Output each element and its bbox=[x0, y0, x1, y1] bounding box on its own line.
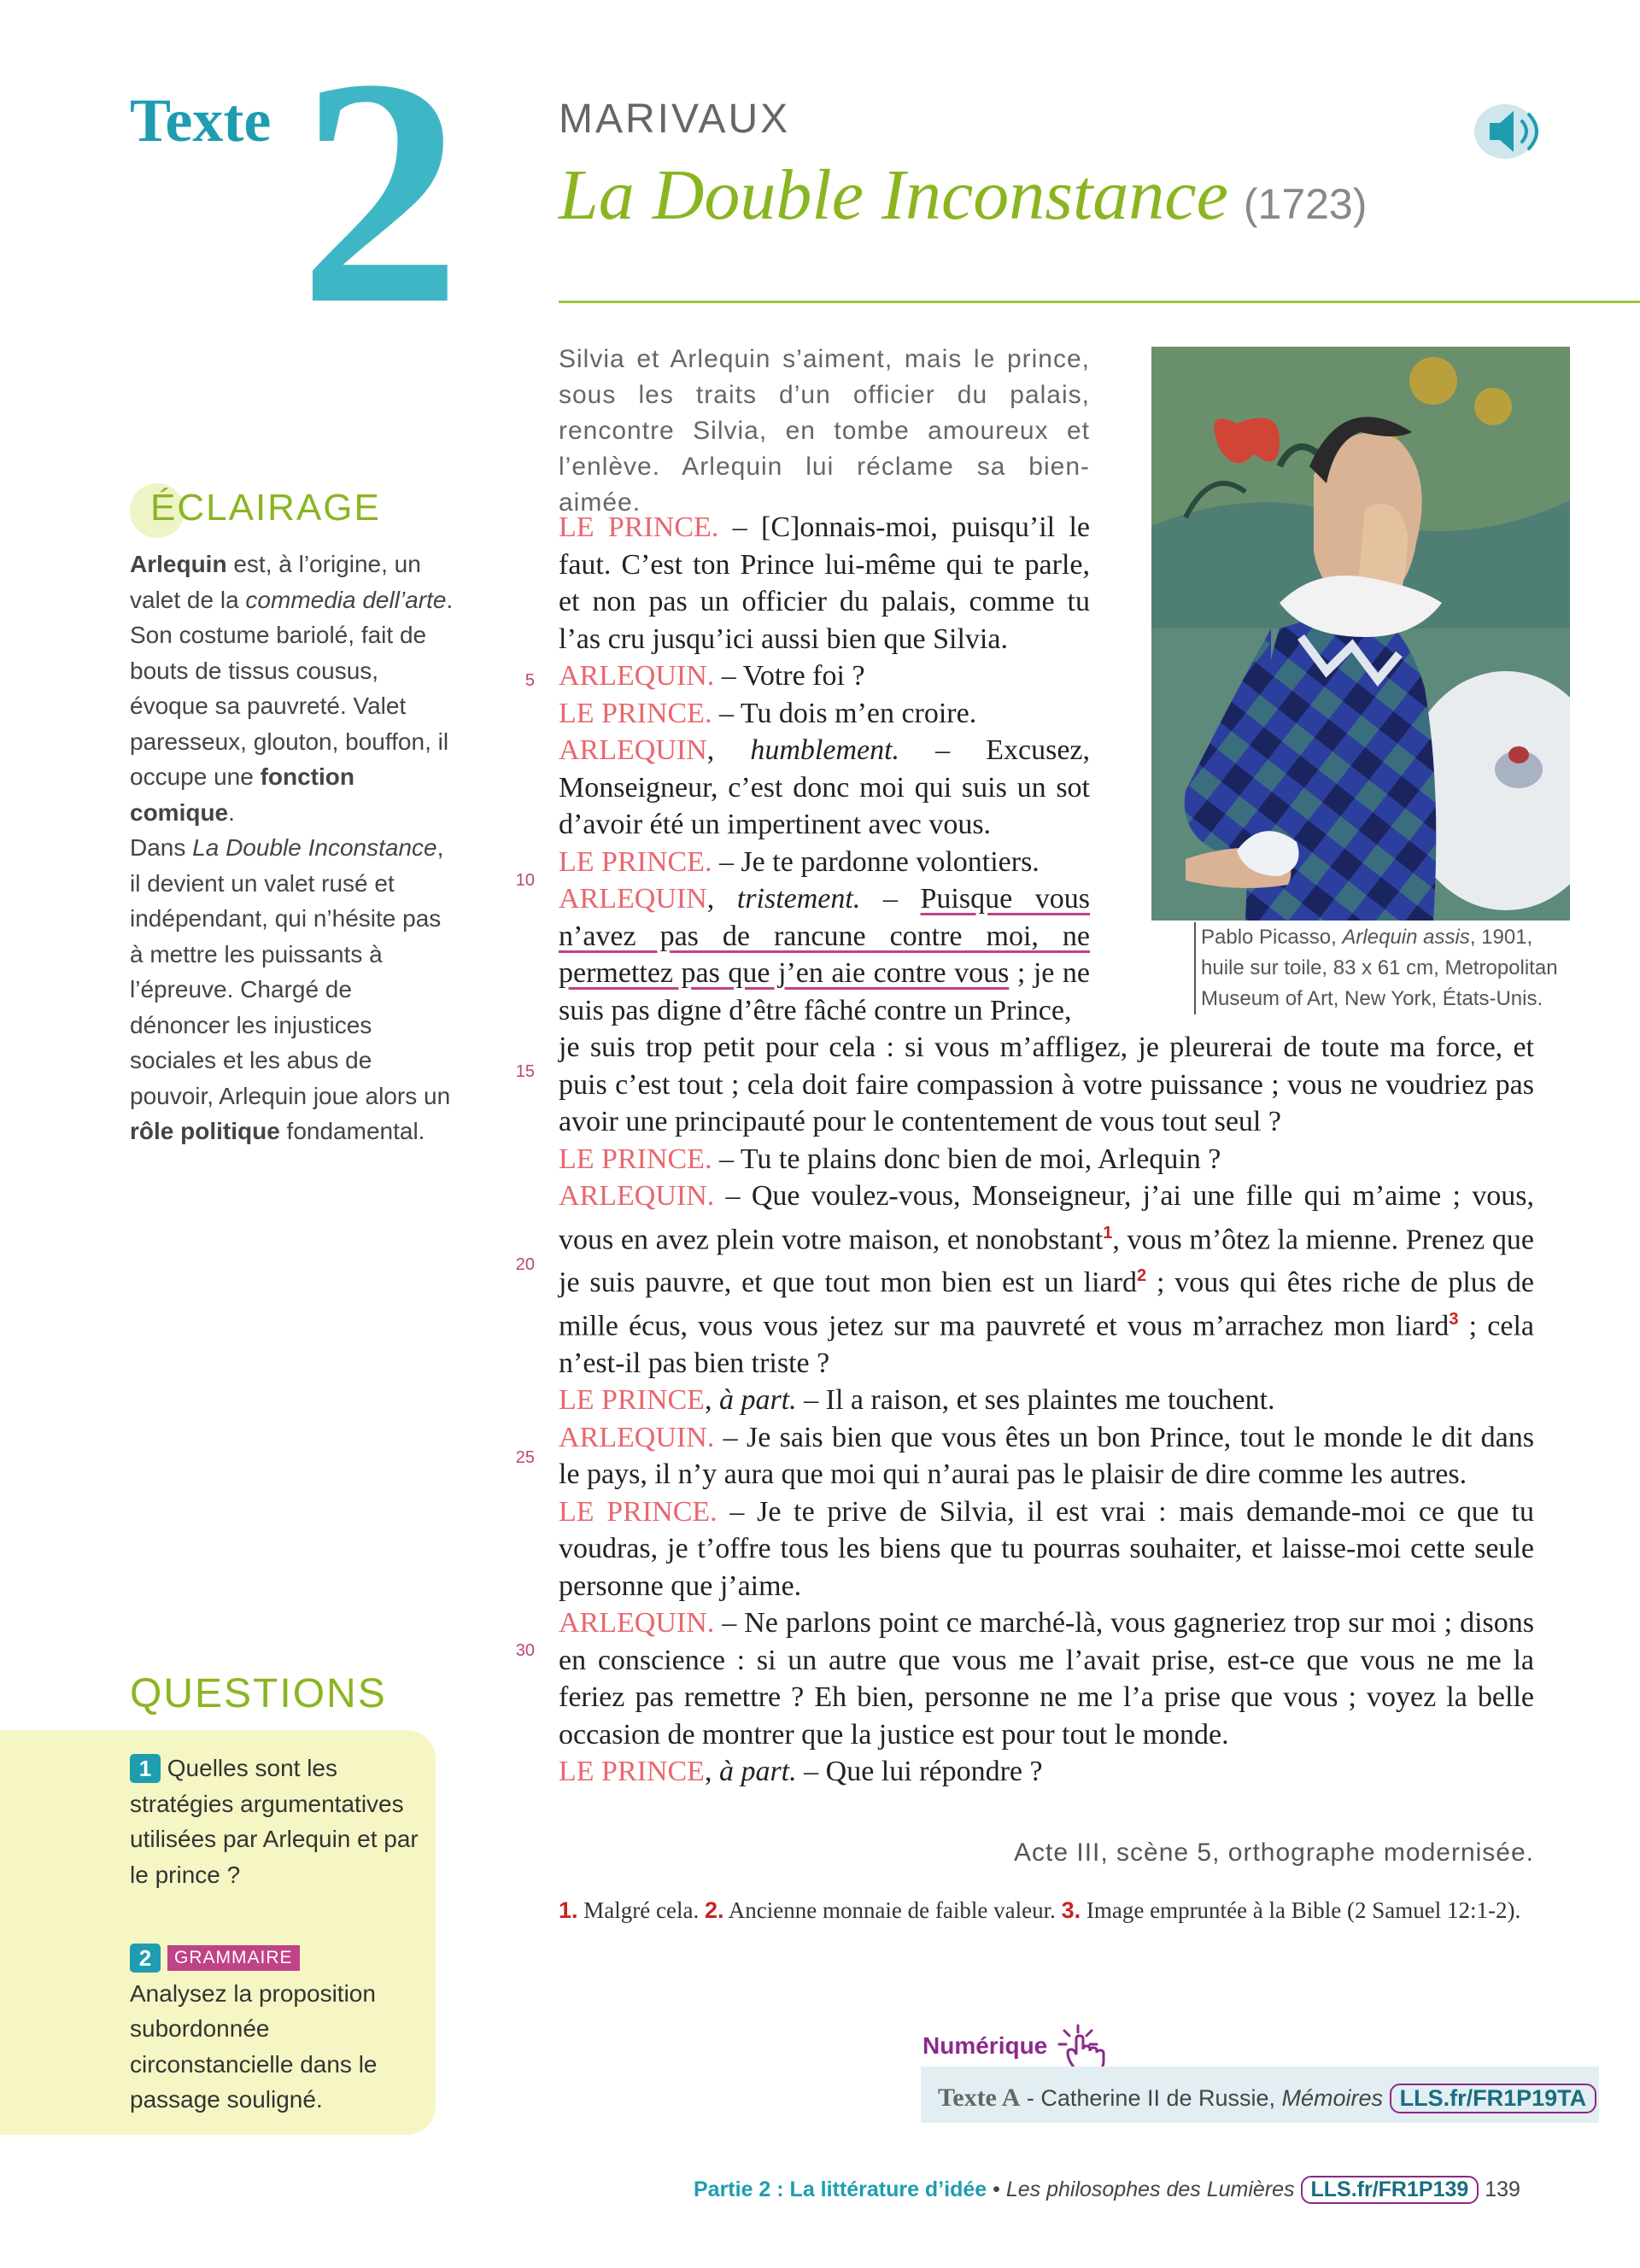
replica: ARLEQUIN. – Que voulez-vous, Monseigneur, j’ai une fille qui m’aime ; vous, vous en avez plein votre maison, et nonobstant$^1$, vous m’ôtez la mienne. Prenez que je suis pauvre, et que tout mon bien est un liard$^2$ ; vous qui êtes riche de plus de mille écus, vous vous jetez sur ma pauvreté et vous m’arrachez mon liard$^3$ ; cela n’est-il pas bien triste ? bbox=[559, 1180, 1535, 1379]
underlined-passage: Puisque vous n’avez pas de rancune contre moi, ne permettez pas que j’en aie contre vous bbox=[559, 883, 1091, 989]
work-title-line bbox=[559, 154, 1367, 237]
question-1-number: 1 bbox=[130, 1754, 161, 1783]
work-year: (1723) bbox=[1243, 180, 1368, 228]
eclairage-title: ÉCLAIRAGE bbox=[150, 487, 381, 529]
audio-speaker-icon[interactable] bbox=[1474, 101, 1556, 162]
line-number: 5 bbox=[524, 671, 535, 690]
replica: LE PRINCE. – [C]onnais-moi, puisqu’il le faut. C’est ton Prince lui-même qui te parle, et non pas un officier du palais, comme tu l’as cru jusqu’ici aussi bien que Silvia. bbox=[559, 511, 1090, 655]
text-number: 2 bbox=[299, 12, 461, 371]
footnotes: 1. Malgré cela. 2. Ancienne monnaie de faible valeur. 3. Image empruntée à la Bible (2 Samuel 12:1-2). bbox=[559, 1897, 1521, 1923]
author-name: MARIVAUX bbox=[559, 96, 791, 142]
grammaire-tag: GRAMMAIRE bbox=[167, 1945, 300, 1971]
numerique-link[interactable]: LLS.fr/FR1P19TA bbox=[1390, 2084, 1597, 2113]
footer-link[interactable]: LLS.fr/FR1P139 bbox=[1301, 2176, 1479, 2204]
replica: ARLEQUIN. – Votre foi ? bbox=[559, 660, 865, 692]
replica-continued: je suis trop petit pour cela : si vous m’affligez, je pleurerai de toute ma force, et puis c’est tout ; cela doit faire compassion à votre puissance ; vous ne voudriez pas avoir une principauté pour le contentement de vous tout seul ? bbox=[559, 1032, 1534, 1137]
work-title: La Double Inconstance bbox=[559, 155, 1228, 235]
replica: LE PRINCE. – Je te prive de Silvia, il est vrai : mais demande-moi ce que tu voudras, je t’offre tous les biens que tu pourras souhaiter, et laisse-moi cette seule personne que j’aime. bbox=[559, 1495, 1534, 1602]
question-2: 2 GRAMMAIRE Analysez la proposition subordonnée circonstancielle dans le passage souligné. bbox=[130, 1945, 378, 2113]
line-number: 20 bbox=[515, 1255, 535, 1274]
replica: LE PRINCE. – Tu dois m’en croire. bbox=[559, 697, 977, 729]
line-number: 25 bbox=[515, 1448, 535, 1467]
source-reference: Acte III, scène 5, orthographe modernisée. bbox=[1014, 1838, 1534, 1867]
page-number: 139 bbox=[1485, 2177, 1520, 2201]
replica: ARLEQUIN, humblement. – Excusez, Monseigneur, c’est donc moi qui suis un sot d’avoir été un impertinent avec vous. bbox=[559, 734, 1090, 840]
play-excerpt bbox=[559, 509, 1534, 1791]
question-2-number: 2 bbox=[130, 1944, 161, 1973]
eclairage-body bbox=[130, 547, 454, 1149]
replica: LE PRINCE, à part. – Il a raison, et ses plaintes me touchent. bbox=[559, 1384, 1275, 1417]
painting-caption: Pablo Picasso, Arlequin assis, 1901, huile sur toile, 83 x 61 cm, Metropolitan Museum of Art, New York, États-Unis. bbox=[1194, 922, 1577, 1014]
line-number: 10 bbox=[515, 871, 535, 890]
replica: ARLEQUIN, tristement. – Puisque vous n’avez pas de rancune contre moi, ne permettez pas que j’en aie contre vous ; je ne suis pas digne d’être fâché contre un Prince, bbox=[559, 883, 1091, 1026]
title-divider bbox=[559, 301, 1640, 303]
eclairage-paragraph-1: Arlequin est, à l’origine, un valet de la commedia dell’arte. Son costume bariolé, fait de bouts de tissus cousus, évoque sa pauvreté. Valet paresseux, glouton, bouffon, il occupe une fonction comique. bbox=[130, 551, 454, 826]
replica: LE PRINCE, à part. – Que lui répondre ? bbox=[559, 1756, 1043, 1788]
footnote-ref: 1 bbox=[1103, 1223, 1113, 1242]
footnote-ref: 3 bbox=[1449, 1310, 1459, 1330]
line-number: 15 bbox=[515, 1062, 535, 1081]
questions-title: QUESTIONS bbox=[130, 1671, 387, 1716]
question-1: 1 Quelles sont les stratégies argumentatives utilisées par Arlequin et par le prince ? bbox=[130, 1755, 419, 1888]
footnote-ref: 2 bbox=[1136, 1266, 1147, 1286]
eclairage-paragraph-2: Dans La Double Inconstance, il devient un valet rusé et indépendant, qui n’hésite pas à mettre les puissants à l’épreuve. Chargé de dénoncer les injustices sociales et les abus de pouvoir, Arlequin joue alors un rôle politique fondamental. bbox=[130, 834, 451, 1144]
replica: ARLEQUIN. – Ne parlons point ce marché-là, vous gagneriez trop sur moi ; disons en conscience : si un autre que vous me l’avait prise, est-ce que vous ne me la feriez pas remettre ? Eh bien, personne ne me l’a prise que vous ; voyez la belle occasion de montrer que la justice est pour tout le monde. bbox=[559, 1607, 1534, 1751]
page-footer: Partie 2 : La littérature d’idée • Les philosophes des Lumières LLS.fr/FR1P139 139 bbox=[694, 2176, 1520, 2204]
replica: LE PRINCE. – Tu te plains donc bien de moi, Arlequin ? bbox=[559, 1143, 1221, 1175]
text-label: Texte bbox=[130, 86, 272, 155]
intro-summary: Silvia et Arlequin s’aiment, mais le prince, sous les traits d’un officier du palais, rencontre Silvia, en tombe amoureux et l’enlève. Arlequin lui réclame sa bien-aimée. bbox=[559, 345, 1090, 517]
replica: ARLEQUIN. – Je sais bien que vous êtes un bon Prince, tout le monde le dit dans le pays, il n’y aura que moi qui n’aurai pas le plaisir de dire comme les autres. bbox=[559, 1421, 1534, 1491]
numerique-label: Numérique bbox=[922, 2032, 1048, 2059]
replica: LE PRINCE. – Je te pardonne volontiers. bbox=[559, 845, 1040, 878]
line-number: 30 bbox=[515, 1641, 535, 1660]
numerique-link-row[interactable]: Texte A - Catherine II de Russie, Mémoires LLS.fr/FR1P19TA bbox=[938, 2084, 1596, 2113]
